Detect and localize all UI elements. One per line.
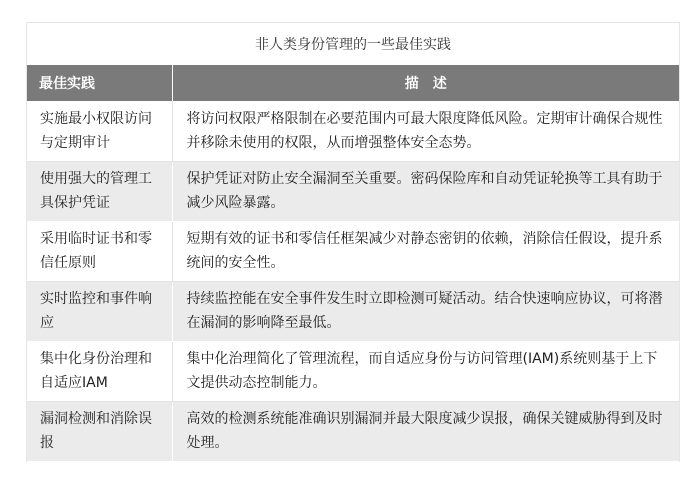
- table-row: [27, 101, 679, 161]
- practice-cell: 集中化身份治理和自适应IAM: [27, 341, 172, 401]
- practice-cell: 采用临时证书和零信任原则: [27, 221, 172, 281]
- description-cell: 保护凭证对防止安全漏洞至关重要。密码保险库和自动凭证轮换等工具有助于减少风险暴露。: [172, 161, 679, 221]
- header-practice: 最佳实践: [27, 65, 172, 101]
- description-cell: 集中化治理简化了管理流程，而自适应身份与访问管理(IAM)系统则基于上下文提供动态控制能力。: [172, 341, 679, 401]
- table-row: [27, 161, 679, 221]
- practice-cell: 实时监控和事件响应: [27, 281, 172, 341]
- description-cell: 持续监控能在安全事件发生时立即检测可疑活动。结合快速响应协议，可将潜在漏洞的影响降至最低。: [172, 281, 679, 341]
- table-row: [27, 341, 679, 401]
- header-row: [27, 65, 679, 101]
- description-cell: 高效的检测系统能准确识别漏洞并最大限度减少误报，确保关键威胁得到及时处理。: [172, 401, 679, 461]
- description-cell: 短期有效的证书和零信任框架减少对静态密钥的依赖，消除信任假设，提升系统间的安全性。: [172, 221, 679, 281]
- practice-cell: 实施最小权限访问与定期审计: [27, 101, 172, 161]
- table-row: [27, 221, 679, 281]
- practice-cell: 漏洞检测和消除误报: [27, 401, 172, 461]
- best-practices-table: [26, 22, 680, 462]
- table-row: [27, 401, 679, 461]
- header-description: 描 述: [172, 65, 679, 101]
- practices-grid: [27, 65, 679, 462]
- practice-cell: 使用强大的管理工具保护凭证: [27, 161, 172, 221]
- table-title: 非人类身份管理的一些最佳实践: [27, 23, 679, 65]
- table-row: [27, 281, 679, 341]
- description-cell: 将访问权限严格限制在必要范围内可最大限度降低风险。定期审计确保合规性并移除未使用的权限，从而增强整体安全态势。: [172, 101, 679, 161]
